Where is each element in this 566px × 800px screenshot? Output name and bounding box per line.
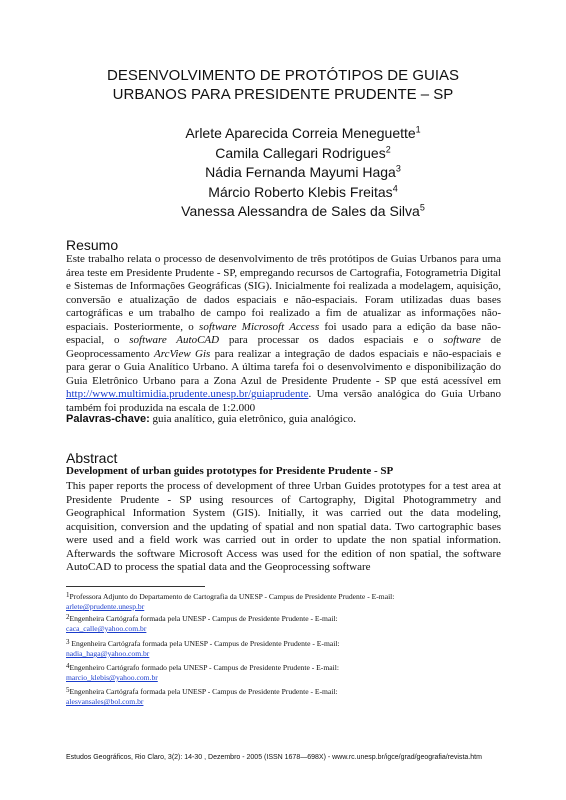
resumo-text: de Geoprocessamento bbox=[66, 334, 501, 360]
footnote-email-link[interactable]: nadia_haga@yahoo.com.br bbox=[66, 649, 150, 658]
title-line-2: URBANOS PARA PRESIDENTE PRUDENTE – SP bbox=[112, 86, 454, 103]
resumo-text: foi usado para a edição da base não-espacial, o bbox=[66, 320, 501, 346]
footnote-email-link[interactable]: caca_calle@yahoo.com.br bbox=[66, 624, 147, 633]
paper-title bbox=[40, 66, 526, 104]
resumo-italic: software AutoCAD bbox=[129, 334, 220, 346]
footnote-email-link[interactable]: arlete@prudente.unesp.br bbox=[66, 602, 145, 611]
resumo-paragraph bbox=[66, 253, 501, 415]
author-name bbox=[120, 183, 486, 203]
footnote-number: 1 bbox=[66, 591, 70, 599]
footnote bbox=[66, 639, 506, 659]
resumo-italic: ArcView Gis bbox=[154, 347, 211, 360]
resumo-text: para realizar a integração de dados espaciais e não-espaciais e para gerar o Guia Analítico Urbano. A última tarefa foi o desenvolvimento e disponibilização do Guia Eletrônico Urbano para a Zona Azul de Presidente Prudente - SP que está acessível em bbox=[66, 347, 501, 387]
footnote bbox=[66, 592, 506, 612]
resumo-text: . Uma versão analógica do Guia Urbano também foi produzida na escala de 1:2.000 bbox=[66, 388, 501, 414]
resumo-italic: software bbox=[443, 334, 481, 346]
footnote bbox=[66, 663, 506, 683]
keywords bbox=[66, 413, 501, 425]
footnote-rule bbox=[66, 586, 205, 587]
footnote-email-link[interactable]: alesvansales@bol.com.br bbox=[66, 697, 144, 706]
author-ref: 5 bbox=[419, 202, 425, 213]
author-name bbox=[120, 144, 486, 164]
author-ref: 1 bbox=[415, 124, 421, 135]
footnote-text: Engenheira Cartógrafa formada pela UNESP - Campus de Presidente Prudente - E-mail: bbox=[69, 687, 338, 696]
footnote-number: 2 bbox=[66, 613, 70, 621]
resumo-text: para processar os dados espaciais e o bbox=[219, 334, 444, 346]
author-name-text: Arlete Aparecida Correia Meneguette bbox=[185, 125, 416, 141]
author-ref: 3 bbox=[395, 163, 401, 174]
author-ref: 4 bbox=[392, 182, 398, 193]
author-ref: 2 bbox=[385, 143, 391, 154]
footnote-number: 3 bbox=[66, 638, 70, 646]
footnote-email-link[interactable]: marcio_klebis@yahoo.com.br bbox=[66, 673, 158, 682]
footnote-text: Engenheiro Cartógrafo formado pela UNESP - Campus de Presidente Prudente - E-mail: bbox=[69, 663, 339, 672]
footnote-text: Professora Adjunto do Departamento de Cartografia da UNESP - Campus de Presidente Prudente - E-mail: bbox=[69, 592, 395, 601]
abstract-paragraph: This paper reports the process of development of three Urban Guides prototypes for a test area at Presidente Prudente - SP using resources of Cartography, Digital Photogrammetry and Geographical Information System (GIS). Initially, it was carried out the data modeling, acquisition, conversion and the updating of spatial and non spatial data. Two cartographic bases were used and a field work was carried out in order to update the non spatial information. Afterwards the software Microsoft Access was used for the edition of non spatial, the software AutoCAD to process the spatial data and the Geoprocessing software bbox=[66, 480, 501, 573]
footnote-number: 4 bbox=[66, 662, 70, 670]
author-name bbox=[120, 163, 486, 183]
resumo-italic: software Microsoft Access bbox=[199, 320, 320, 333]
guia-prudente-link[interactable]: http://www.multimidia.prudente.unesp.br/guiaprudente bbox=[66, 388, 309, 400]
footnote bbox=[66, 614, 506, 634]
author-name-text: Márcio Roberto Klebis Freitas bbox=[208, 183, 393, 200]
keywords-text: guia analítico, guia eletrônico, guia analógico. bbox=[149, 413, 356, 425]
author-name-text: Vanessa Alessandra de Sales da Silva bbox=[181, 203, 420, 219]
keywords-label: Palavras-chave: bbox=[66, 413, 150, 425]
footnote-text: Engenheira Cartógrafa formada pela UNESP - Campus de Presidente Prudente - E-mail: bbox=[69, 614, 338, 623]
abstract-heading: Abstract bbox=[66, 450, 118, 466]
abstract-subtitle: Development of urban guides prototypes for Presidente Prudente - SP bbox=[66, 465, 394, 477]
resumo-heading: Resumo bbox=[66, 237, 119, 253]
footnote-text: Engenheira Cartógrafa formada pela UNESP - Campus de Presidente Prudente - E-mail: bbox=[69, 639, 340, 648]
author-name bbox=[120, 124, 486, 144]
title-line-1: DESENVOLVIMENTO DE PROTÓTIPOS DE GUIAS bbox=[106, 67, 459, 84]
resumo-text: Este trabalho relata o processo de desenvolvimento de três protótipos de Guias Urbanos para uma área teste em Presidente Prudente - SP, empregando recursos de Cartografia, Fotogrametria Digital e Sistemas de Informações Geográficas (SIG). Inicialmente foi realizada a modelagem, aquisição, conversão e atualização de dados espaciais e não-espaciais. Foram utilizadas duas bases cartográficas e um trabalho de campo foi realizado a fim de atualizar as informações não-espaciais. Posteriormente, o bbox=[66, 253, 501, 333]
footnote bbox=[66, 687, 506, 707]
footnote-number: 5 bbox=[66, 686, 70, 694]
author-list bbox=[120, 124, 486, 222]
author-name-text: Camila Callegari Rodrigues bbox=[215, 144, 386, 161]
journal-footer: Estudos Geográficos, Rio Claro, 3(2): 14-30 , Dezembro - 2005 (ISSN 1678—698X) - www.rc.unesp.br/igce/grad/geografia/revista.htm bbox=[66, 754, 482, 761]
author-name bbox=[120, 202, 486, 222]
author-name-text: Nádia Fernanda Mayumi Haga bbox=[205, 164, 396, 180]
